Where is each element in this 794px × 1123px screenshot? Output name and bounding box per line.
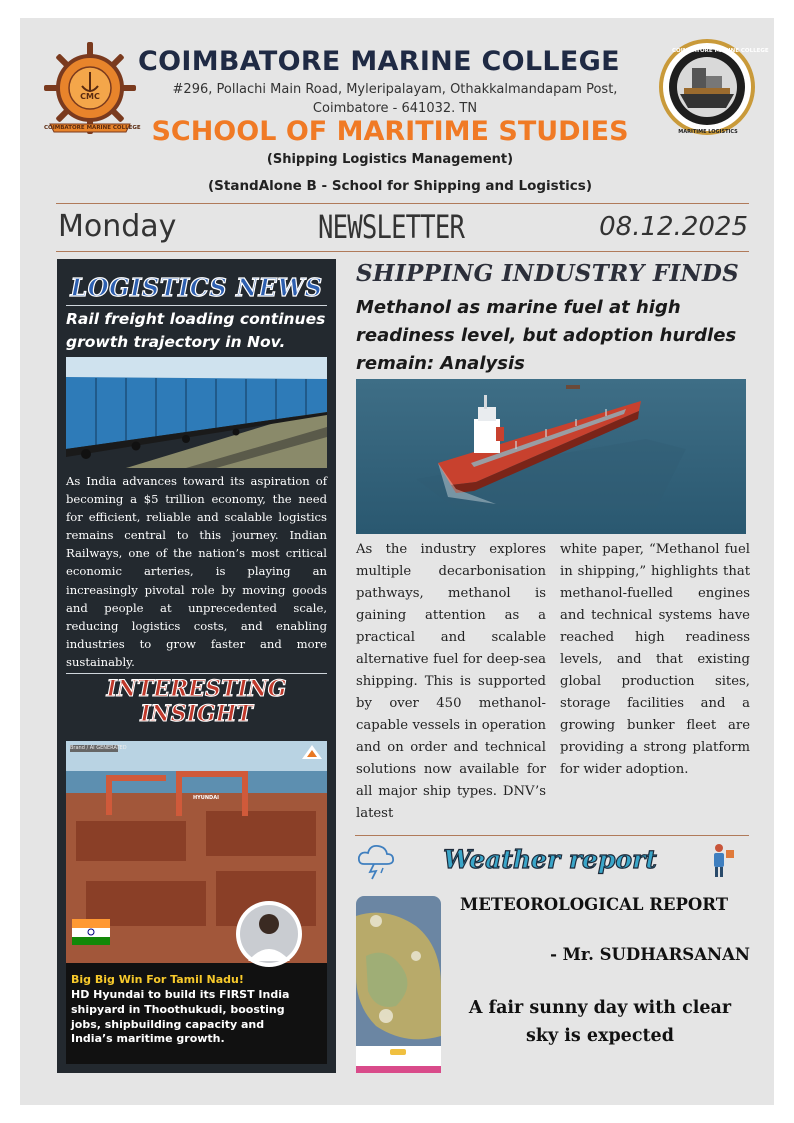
header-divider-bottom bbox=[56, 251, 749, 252]
dateline-day: Monday bbox=[58, 209, 177, 244]
weather-map-image bbox=[356, 896, 441, 1073]
logistics-news-title: LOGISTICS NEWS bbox=[70, 273, 323, 302]
storm-cloud-icon bbox=[356, 842, 396, 880]
weather-divider bbox=[355, 835, 749, 836]
insight-caption-highlight: Big Big Win For Tamil Nadu! bbox=[71, 973, 244, 986]
logistics-news-headline: Rail freight loading continues growth trajectory in Nov. bbox=[66, 310, 326, 351]
methanol-tanker-image bbox=[356, 379, 746, 534]
newsletter-label: NEWSLETTER bbox=[318, 208, 465, 246]
right-logo-bottom-text: MARITIME LOGISTICS bbox=[678, 129, 738, 135]
freight-train-image bbox=[66, 357, 327, 468]
insight-divider bbox=[66, 673, 327, 674]
dateline-date: 08.12.2025 bbox=[599, 212, 748, 242]
shipping-headline: Methanol as marine fuel at high readiness level, but adoption hurdles remain: Analysis bbox=[356, 297, 737, 374]
shipping-article-column-2: white paper, “Methanol fuel in shipping,” highlights that methanol-fuelled engines and technical systems have reached high readiness levels, and that existing global production sites, storage facilities and a growing bunker fleet are providing a strong platform for wider adoption. bbox=[560, 542, 750, 777]
left-logo-abbr: CMC bbox=[80, 92, 100, 101]
left-logo-ring-text: COIMBATORE MARINE COLLEGE bbox=[44, 125, 141, 131]
weather-forecast-text: A fair sunny day with clear sky is expected bbox=[468, 998, 732, 1046]
address-line-1: #296, Pollachi Main Road, Myleripalayam, Othakkalmandapam Post, bbox=[172, 82, 618, 97]
shipping-section-title: SHIPPING INDUSTRY FINDS bbox=[356, 260, 740, 287]
school-name: SCHOOL OF MARITIME STUDIES bbox=[151, 116, 629, 147]
header-divider-top bbox=[56, 203, 749, 204]
insight-caption-body: HD Hyundai to build its FIRST India shipyard in Thoothukudi, boosting jobs, shipbuilding capacity and India’s maritime growth. bbox=[71, 988, 290, 1046]
college-name: COIMBATORE MARINE COLLEGE bbox=[138, 46, 620, 77]
weather-report-author: - Mr. SUDHARSANAN bbox=[550, 945, 750, 964]
right-logo-top-text: COIMBATORE MARINE COLLEGE bbox=[672, 48, 769, 54]
college-address bbox=[150, 80, 640, 118]
interesting-insight-title bbox=[57, 677, 336, 727]
address-line-2: Coimbatore - 641032. TN bbox=[312, 101, 478, 116]
weather-report-title: Weather report bbox=[443, 845, 657, 874]
meteorological-report-title: METEOROLOGICAL REPORT bbox=[460, 895, 728, 914]
shipyard-image-tag: Brand / AI GENERATED bbox=[70, 745, 127, 751]
insight-title-line-1: INTERESTING bbox=[106, 676, 287, 702]
insight-title-line-2: INSIGHT bbox=[140, 701, 253, 727]
meteorologist-icon bbox=[705, 842, 735, 878]
shipping-article-column-1: As the industry explores multiple decarbonisation pathways, methanol is gaining attention as a practical and scalable alternative fuel for deep-sea shipping. This is supported by over 450 methanol-capable vessels in operation and on order and technical solutions now available for all major ship types. DNV’s latest bbox=[356, 542, 546, 821]
logistics-news-body: As India advances toward its aspiration of becoming a $5 trillion economy, the need for efficient, reliable and scalable logistics remains central to this journey. Indian Railways, one of the nation’s most critical economic arteries, is playing an increasingly pivotal role by moving goods and people at unprecedented scale, reducing logistics costs, and enabling industries to grow faster and more sustainably. bbox=[66, 474, 327, 669]
shipyard-crane-label: HYUNDAI bbox=[193, 795, 219, 801]
left-news-column bbox=[57, 259, 336, 1073]
logistics-news-divider bbox=[66, 305, 327, 306]
standalone-note: (StandAlone B - School for Shipping and Logistics) bbox=[207, 178, 593, 194]
program-name: (Shipping Logistics Management) bbox=[266, 152, 514, 167]
